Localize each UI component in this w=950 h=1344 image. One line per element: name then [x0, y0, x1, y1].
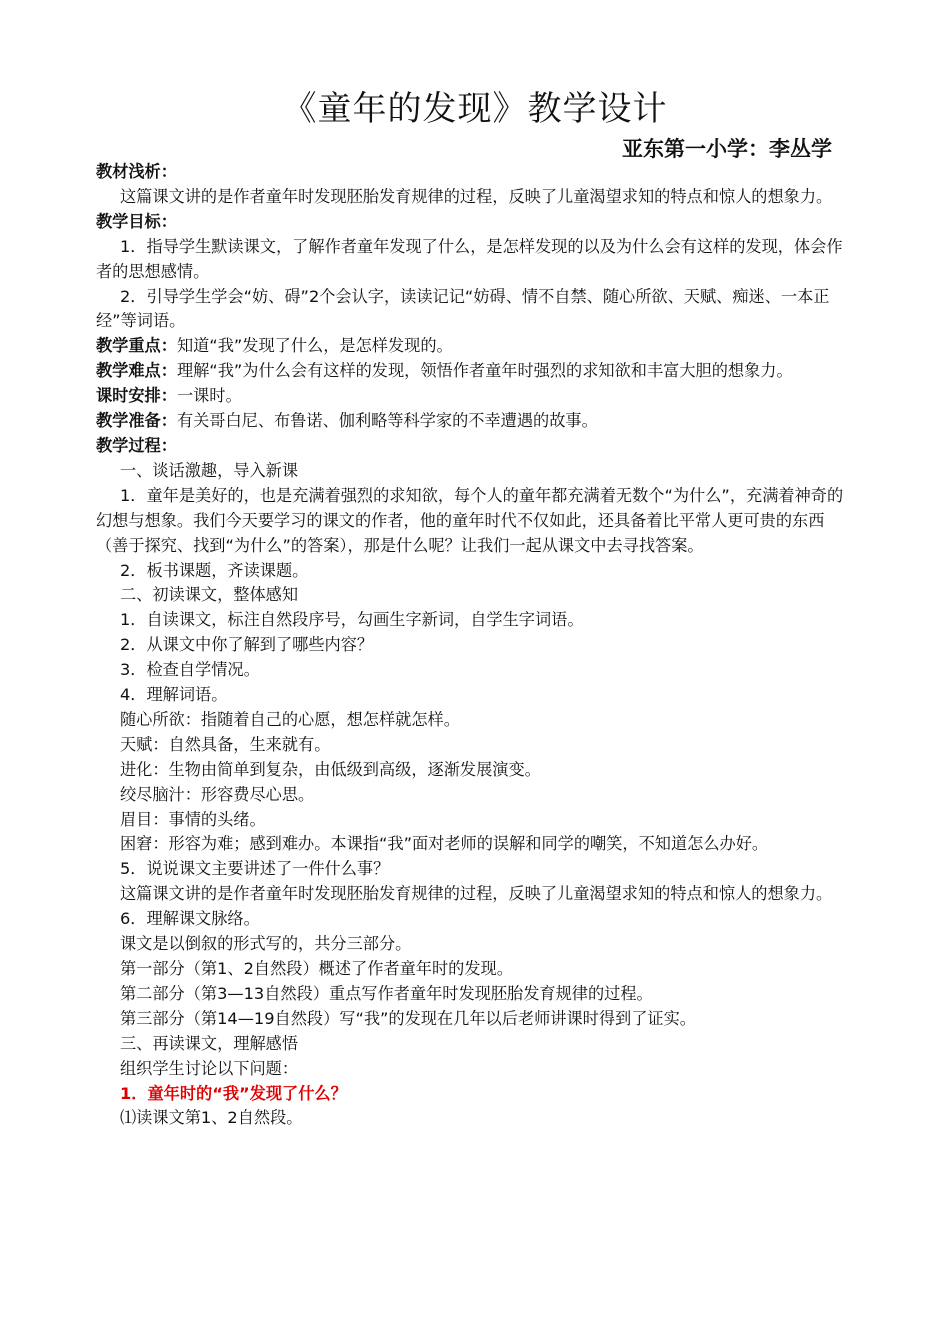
process-step: ⑴读课文第1、2自然段。 [120, 1108, 303, 1128]
process-step: 6．理解课文脉络。 [120, 909, 260, 929]
key-label: 教学重点： [96, 336, 177, 356]
schedule [96, 384, 856, 409]
process-step: 2．从课文中你了解到了哪些内容？ [120, 635, 374, 655]
word-definition: 天赋：自然具备，生来就有。 [120, 734, 331, 754]
word-definition: 绞尽脑汁：形容费尽心思。 [120, 784, 315, 804]
word-definition: 随心所欲：指随着自己的心愿，想怎样就怎样。 [120, 709, 460, 729]
schedule-text: 一课时。 [176, 386, 242, 406]
process-step: 1．童年是美好的，也是充满着强烈的求知欲，每个人的童年都充满着无数个“为什么”，充满着神奇的幻想与想象。我们今天要学习的课文的作者，他的童年时代不仅如此，还具备着比平常人更可贵的东西（善于探究、找到“为什么”的答案），那是什么呢？让我们一起从课文中去寻找答案。 [96, 485, 844, 555]
material-label: 教材浅析： [96, 162, 177, 181]
word-definition: 眉目：事情的头绪。 [120, 809, 266, 829]
key-text: 知道“我”发现了什么，是怎样发现的。 [176, 336, 453, 356]
structure-line: 第二部分（第3—13自然段）重点写作者童年时发现胚胎发育规律的过程。 [120, 983, 653, 1003]
document-body [96, 160, 856, 1131]
schedule-label: 课时安排： [96, 386, 177, 406]
process-step: 组织学生讨论以下问题： [120, 1058, 299, 1078]
goal-item: 1．指导学生默读课文，了解作者童年发现了什么，是怎样发现的以及为什么会有这样的发现，体会作者的思想感情。 [96, 236, 843, 281]
highlighted-question: 1．童年时的“我”发现了什么？ [120, 1083, 347, 1103]
structure-line: 第一部分（第1、2自然段）概述了作者童年时的发现。 [120, 959, 513, 978]
word-definition: 困窘：形容为难；感到难办。本课指“我”面对老师的误解和同学的嘲笑，不知道怎么办好。 [120, 834, 769, 854]
key-points [96, 334, 856, 359]
preparation [96, 409, 856, 434]
material-text: 这篇课文讲的是作者童年时发现胚胎发育规律的过程，反映了儿童渴望求知的特点和惊人的想象力。 [120, 186, 833, 206]
prep-text: 有关哥白尼、布鲁诺、伽利略等科学家的不幸遭遇的故事。 [176, 411, 598, 431]
process-step: 3．检查自学情况。 [120, 660, 260, 680]
part-heading: 三、再读课文，理解感悟 [120, 1033, 299, 1053]
goals-label: 教学目标： [96, 211, 177, 231]
part-heading: 二、初读课文，整体感知 [120, 585, 299, 605]
prep-label: 教学准备： [96, 411, 177, 431]
difficulty-label: 教学难点： [96, 361, 177, 381]
process-step: 5．说说课文主要讲述了一件什么事？ [120, 859, 390, 879]
goal-item: 2．引导学生学会“妨、碍”2个会认字，读读记记“妨碍、情不自禁、随心所欲、天赋、痴迷、一本正经”等词语。 [96, 286, 830, 331]
process-answer: 这篇课文讲的是作者童年时发现胚胎发育规律的过程，反映了儿童渴望求知的特点和惊人的想象力。 [120, 884, 833, 904]
process-step: 1．自读课文，标注自然段序号，勾画生字新词，自学生字词语。 [120, 610, 584, 630]
structure-line: 课文是以倒叙的形式写的，共分三部分。 [120, 934, 412, 954]
word-definition: 进化：生物由简单到复杂，由低级到高级，逐渐发展演变。 [120, 759, 541, 779]
author-line: 亚东第一小学：李丛学 [622, 137, 832, 161]
difficulties [96, 359, 856, 384]
document-title: 《童年的发现》教学设计 [282, 89, 668, 129]
structure-line: 第三部分（第14—19自然段）写“我”的发现在几年以后老师讲课时得到了证实。 [120, 1008, 696, 1028]
process-label: 教学过程： [96, 435, 177, 455]
part-heading: 一、谈话激趣，导入新课 [120, 460, 299, 480]
process-step: 4．理解词语。 [120, 685, 228, 705]
difficulty-text: 理解“我”为什么会有这样的发现，领悟作者童年时强烈的求知欲和丰富大胆的想象力。 [176, 361, 793, 381]
process-step: 2．板书课题，齐读课题。 [120, 560, 309, 580]
